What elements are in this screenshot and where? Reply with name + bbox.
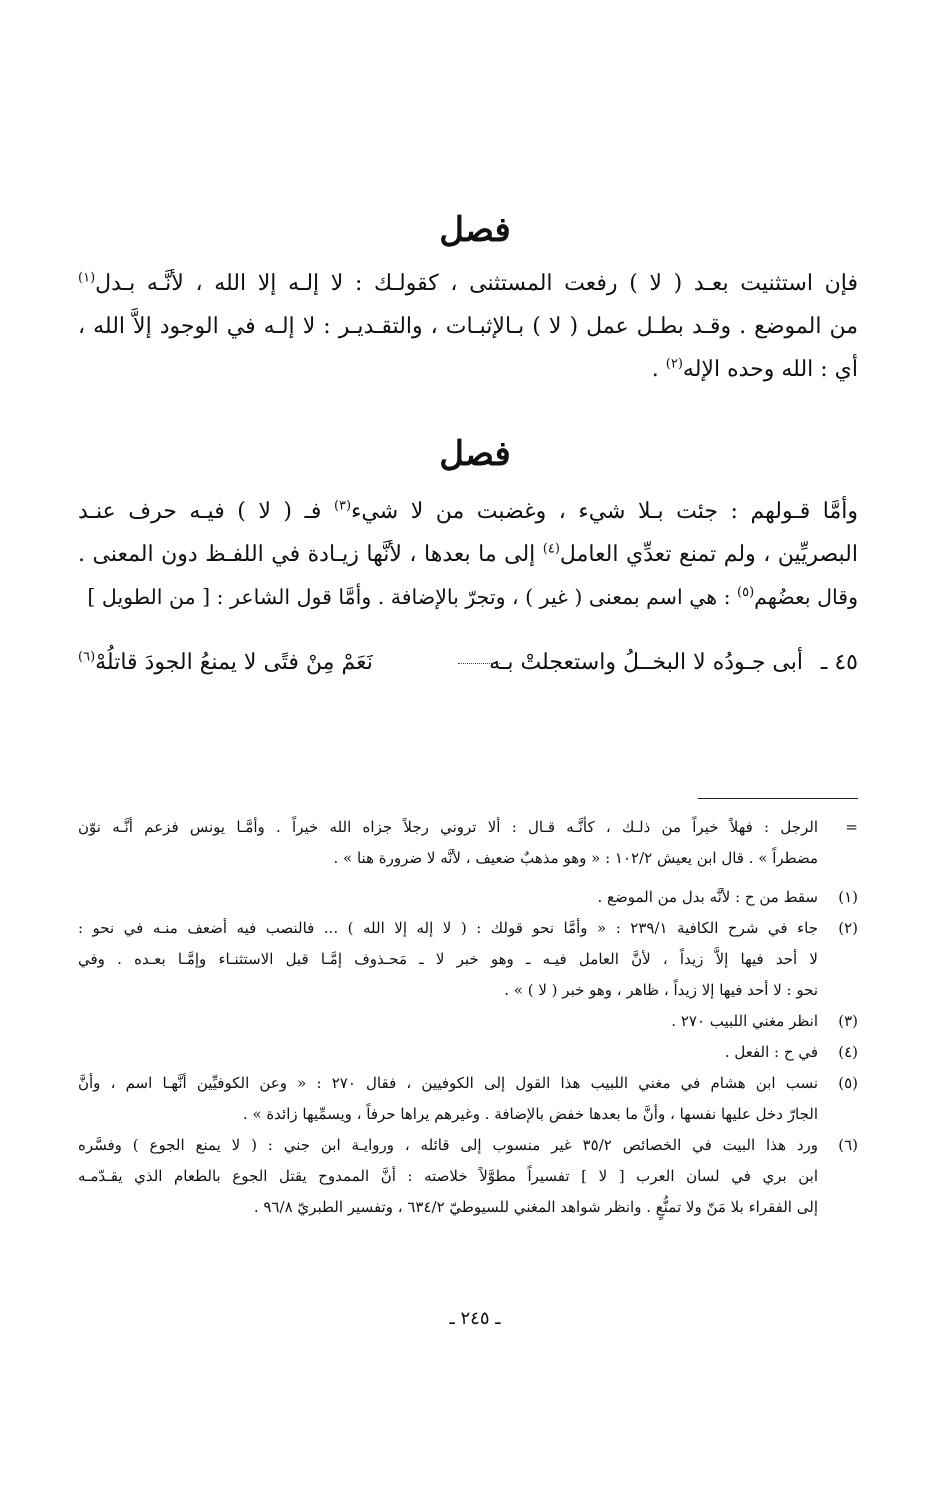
footnote-line: سقط من ح : لأنَّه بدل من الموضع . (597, 888, 818, 906)
footnote-continuation (78, 812, 858, 874)
section-heading-1: فصل (439, 210, 511, 250)
section-heading-2: فصل (439, 434, 511, 474)
footnote-line: في ح : الفعل . (724, 1043, 818, 1061)
verse-first-hemistich: أبى جـودُه لا البخــلُ واستعجلتْ بـه (489, 650, 803, 675)
hemistich-separator (458, 663, 500, 664)
footnote-4 (78, 1037, 858, 1068)
footnote-line: ابن بري في لسان العرب [ لا ] تفسيراً مطوَّلاً خلاصته : أنَّ الممدوح يقتل الجوع بالطعام الذي يقـدّمـه (78, 1167, 818, 1185)
footnote-line: الرجل : فهلاً خيراً من ذلـك ، كأنَّـه قـال : ألا تروني رجلاً جزاه الله خيراً . وأمَّـا يونس فزعم أنَّـه نوّن (78, 818, 818, 836)
footnote-line: ورد هذا البيت في الخصائص ٣٥/٢ غير منسوب إلى قائله ، وروايـة ابن جني : ( لا يمنع الجوع ) وفسَّره (78, 1136, 819, 1154)
footnote-mark: (٢) (838, 919, 858, 937)
footnote-mark: (٥) (838, 1074, 858, 1092)
footnote-mark: (٤) (838, 1043, 858, 1061)
page-number: ـ ٢٤٥ ـ (449, 1308, 501, 1329)
footnote-separator (698, 798, 858, 799)
footnote-5 (78, 1068, 858, 1130)
footnote-line: إلى الفقراء بلا مَنّ ولا تمنُّعٍ . وانظر شواهد المغني للسيوطيّ ٦٣٤/٢ ، وتفسير الطبريّ ٩٦/٨ . (253, 1198, 818, 1216)
footnote-ref[interactable]: (٢) (665, 356, 683, 372)
footnote-line: نحو : لا أحد فيها إلا زيداً ، ظاهر ، وهو خبر ( لا ) » . (504, 981, 818, 999)
footnote-ref[interactable]: (١) (78, 270, 96, 286)
footnote-2 (78, 913, 858, 1006)
section-2-paragraph (78, 490, 858, 619)
footnote-6 (78, 1130, 858, 1223)
paragraph-line: فإن استثنيت بعـد ( لا ) رفعت المستثنى ، كقولـك : لا إلـه إلا الله ، لأنَّـه بـدل$^{(١)}$ (78, 270, 858, 296)
footnote-line: الجارّ دخل عليها نفسها ، وأنَّ ما بعدها خفض بالإضافة . وغيرهم يراها حرفاً ، ويسمِّيها زائدة » . (242, 1105, 818, 1123)
footnote-line: لا أحد فيها إلاَّ زيداً ، لأنَّ العامل فيـه ـ وهو خبر لا ـ مَحـذوف إمَّـا قبل الاستثنـاء وإمَّـا بعـده . وفي (78, 950, 818, 968)
paragraph-line: البصريِّين ، ولم تمنع تعدِّي العامل$^{(٤)}$ إلى ما بعدها ، لأنَّها زيـادة في اللفـظ دون المعنى . (78, 541, 858, 567)
verse-number: ٤٥ ـ (820, 650, 858, 675)
poem-verse (78, 643, 858, 683)
footnote-line: مضطراً » . قال ابن يعيش ١٠٢/٢ : « وهو مذهبٌ ضعيف ، لأنَّه لا ضرورة هنا » . (333, 849, 818, 867)
paragraph-line: وقال بعضُهم$^{(٥)}$ : هي اسم بمعنى ( غير ) ، وتجرّ بالإضافة . وأمَّا قول الشاعر : [ من الطويل ] (87, 585, 858, 609)
footnote-ref[interactable]: (٤) (542, 541, 560, 557)
section-1-paragraph (78, 262, 858, 391)
footnote-mark: (١) (838, 888, 858, 906)
footnote-line: انظر مغني اللبيب ٢٧٠ . (671, 1012, 818, 1030)
footnote-line: جاء في شرح الكافية ٢٣٩/١ : « وأمَّا نحو قولك : ( لا إله إلا الله ) ... فالنصب فيه أضعف منـه في نحو : (78, 919, 818, 937)
footnote-ref[interactable]: (٣) (333, 498, 352, 514)
footnote-1 (78, 882, 858, 913)
footnote-mark: (٦) (838, 1136, 858, 1154)
paragraph-line: وأمَّا قـولهم : جئت بـلا شيء ، وغضبت من لا شيء$^{(٣)}$ فـ ( لا ) فيـه حرف عنـد (78, 498, 858, 524)
footnote-3 (78, 1006, 858, 1037)
verse-second-hemistich: نَعَمْ مِنْ فتًى لا يمنعُ الجودَ قاتلُهْ$^{(٦)}$ (78, 649, 373, 675)
paragraph-line: من الموضع . وقـد بطـل عمل ( لا ) بـالإثبـات ، والتقـديـر : لا إلـه في الوجود إلاَّ الله ، (78, 314, 858, 339)
footnotes (78, 812, 858, 1223)
continuation-mark: = (845, 818, 858, 836)
footnote-line: نسب ابن هشام في مغني اللبيب هذا القول إلى الكوفيين ، فقال ٢٧٠ : « وعن الكوفيِّين أنَّهـا اسم ، وأنَّ (78, 1074, 819, 1092)
paragraph-line: أي : الله وحده الإله$^{(٢)}$ . (651, 356, 858, 382)
footnote-mark: (٣) (838, 1012, 858, 1030)
footnote-ref[interactable]: (٦) (78, 649, 96, 665)
footnote-ref[interactable]: (٥) (737, 585, 755, 601)
